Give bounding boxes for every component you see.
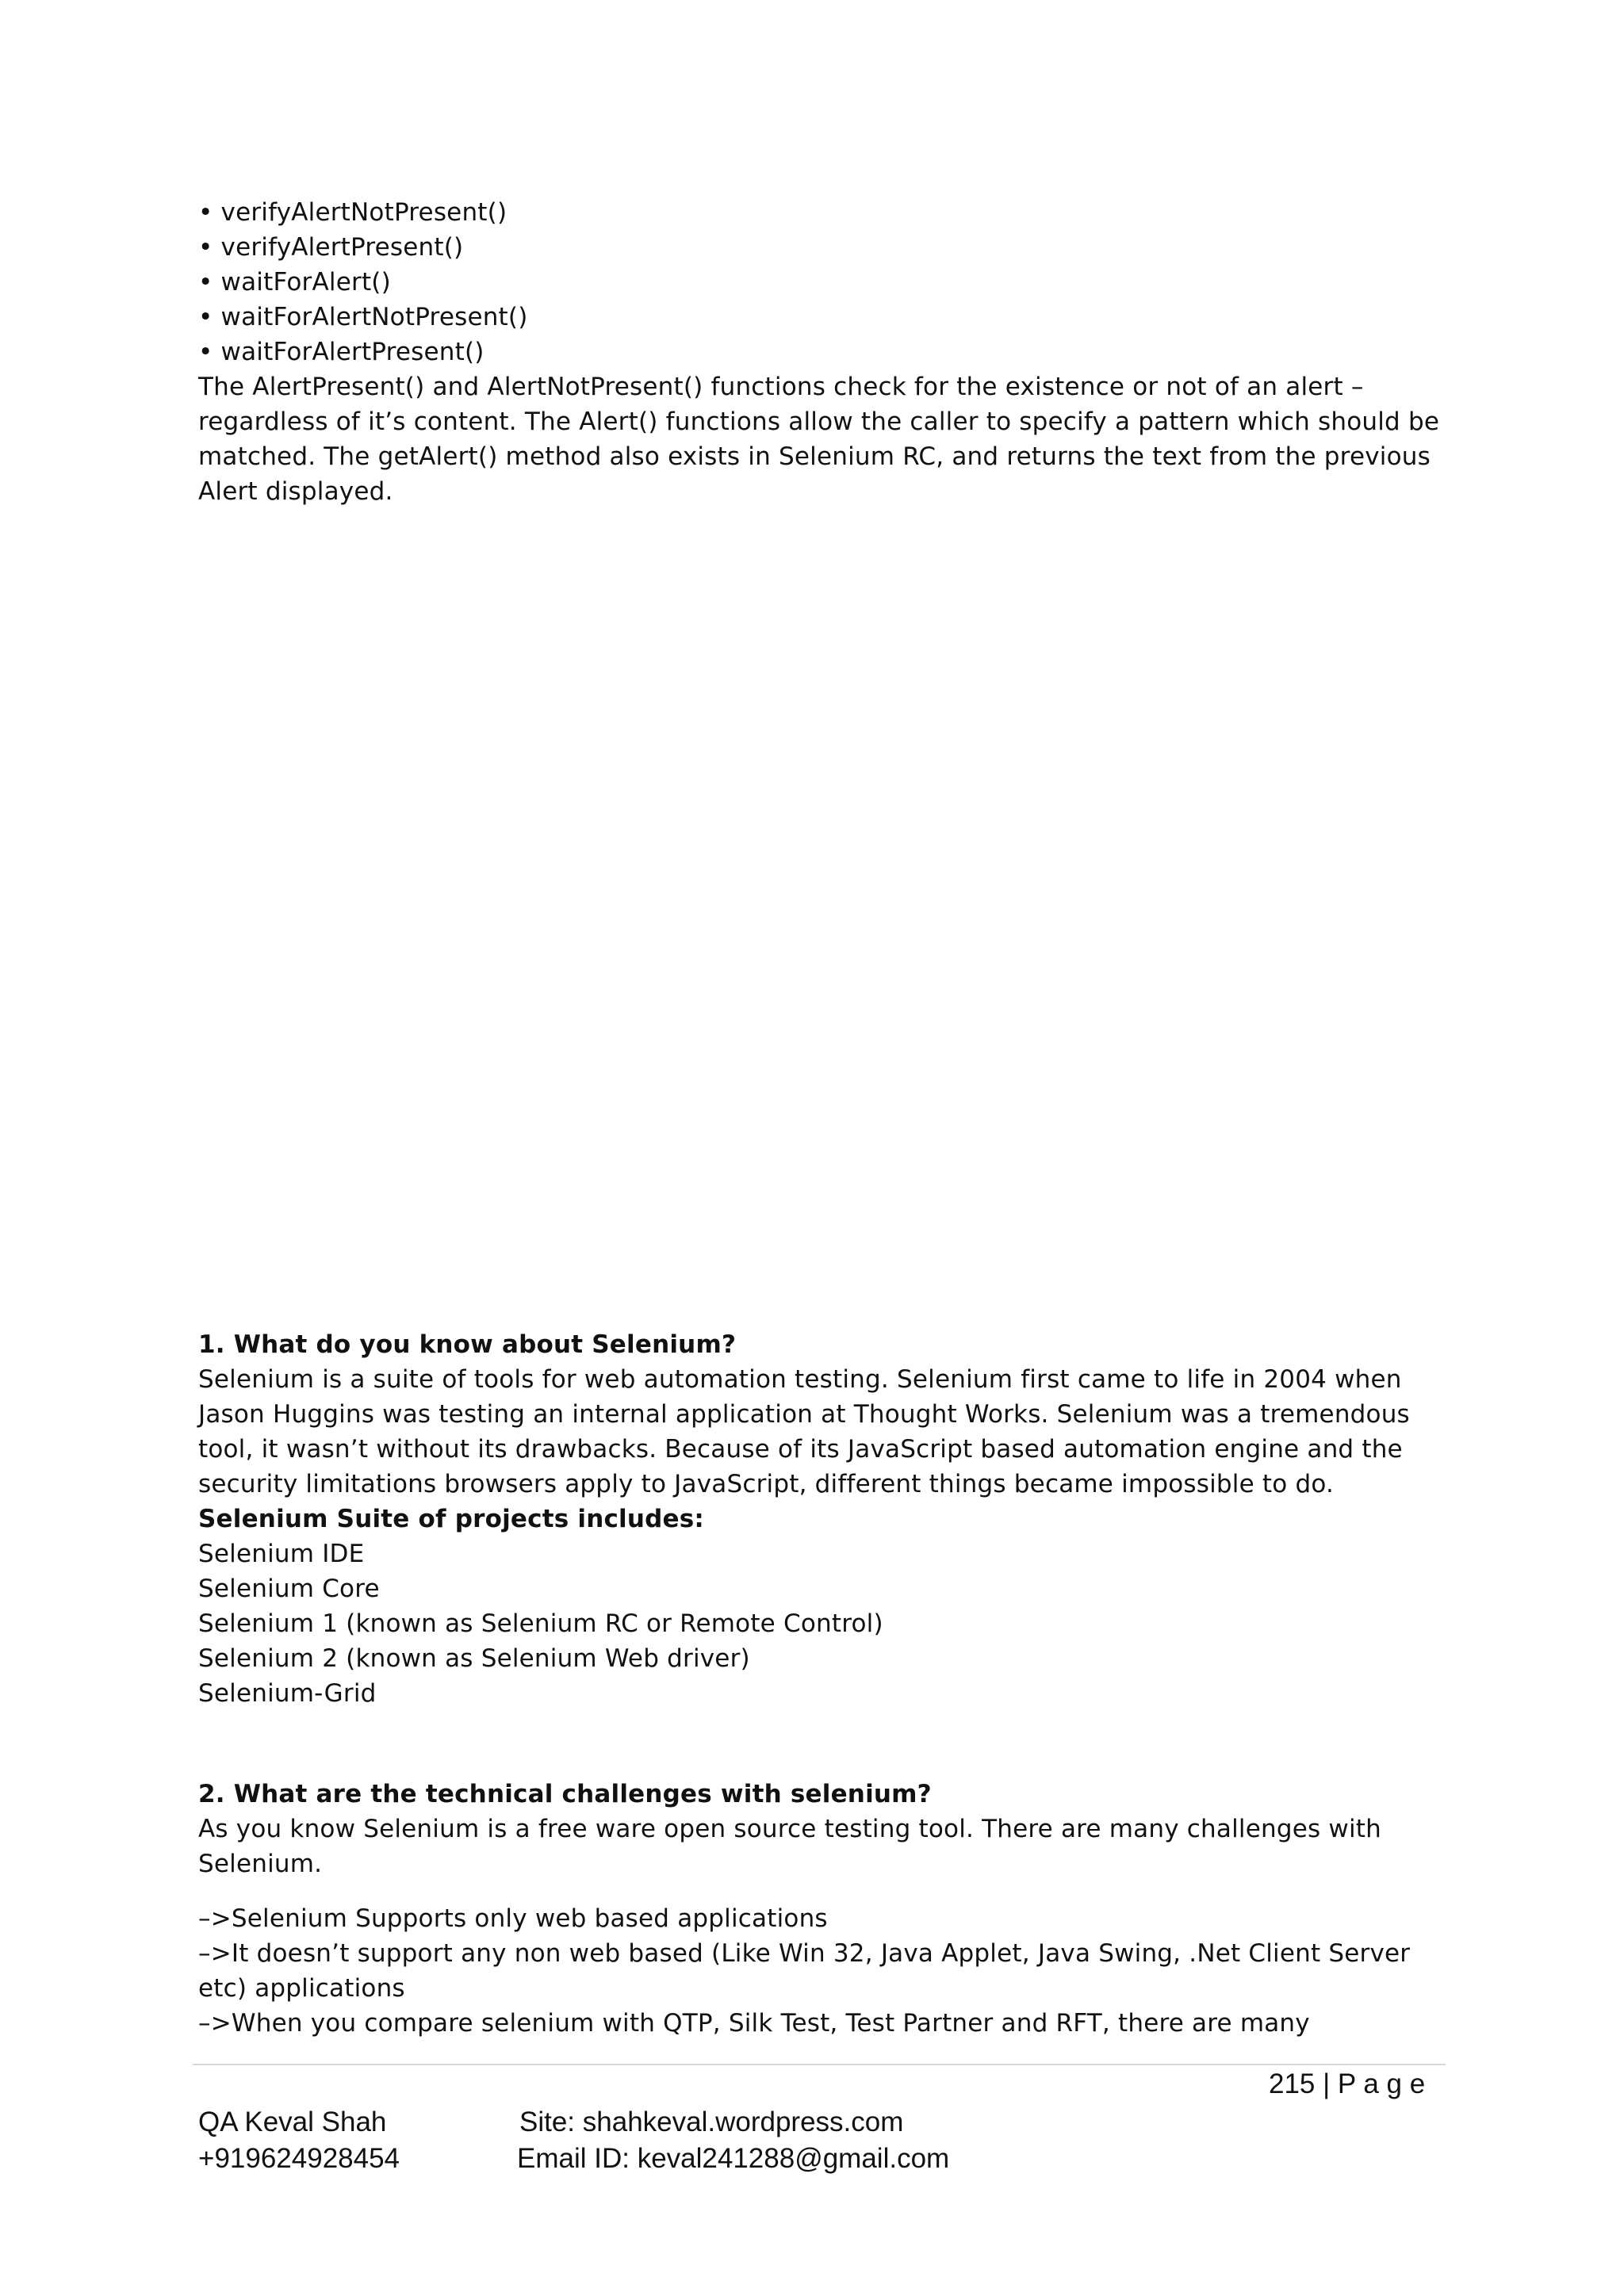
list-item: • waitForAlert() [198, 265, 1451, 300]
question-1-section [198, 1327, 1451, 1711]
answer-line: security limitations browsers apply to JavaScript, different things became impossible to do. [198, 1470, 1335, 1498]
list-item: –>When you compare selenium with QTP, Silk Test, Test Partner and RFT, there are many [198, 2009, 1310, 2038]
intro-line: Selenium. [198, 1850, 323, 1878]
question-2-heading: 2. What are the technical challenges with selenium? [198, 1780, 932, 1808]
suite-item: Selenium 2 (known as Selenium Web driver) [198, 1644, 750, 1673]
footer-divider [193, 2064, 1446, 2065]
author-name: QA Keval Shah [198, 2107, 387, 2137]
paragraph-line: The AlertPresent() and AlertNotPresent() functions check for the existence or not of an alert – [198, 373, 1364, 401]
site-text: Site: shahkeval.wordpress.com [519, 2107, 904, 2137]
list-item: –>Selenium Supports only web based applications [198, 1904, 828, 1933]
alert-functions-paragraph [198, 369, 1451, 509]
list-item: • verifyAlertPresent() [198, 230, 1451, 265]
suite-item: Selenium-Grid [198, 1679, 377, 1708]
suite-heading: Selenium Suite of projects includes: [198, 1505, 704, 1533]
answer-line: Jason Huggins was testing an internal application at Thought Works. Selenium was a tremendous [198, 1400, 1410, 1429]
paragraph-line: Alert displayed. [198, 477, 393, 506]
suite-item: Selenium IDE [198, 1540, 365, 1568]
alert-functions-section [198, 195, 1451, 509]
alert-functions-list [198, 195, 1451, 369]
question-1-heading: 1. What do you know about Selenium? [198, 1330, 737, 1359]
list-item: etc) applications [198, 1974, 405, 2003]
challenges-list [198, 1901, 1451, 2041]
list-item: • verifyAlertNotPresent() [198, 195, 1451, 230]
suite-item: Selenium Core [198, 1575, 380, 1603]
paragraph-line: regardless of it’s content. The Alert() functions allow the caller to specify a pattern which should be [198, 408, 1440, 436]
paragraph-line: matched. The getAlert() method also exists in Selenium RC, and returns the text from the previous [198, 442, 1431, 471]
answer-line: tool, it wasn’t without its drawbacks. Because of its JavaScript based automation engine and the [198, 1435, 1403, 1464]
email-text: Email ID: keval241288@gmail.com [517, 2143, 950, 2174]
page-number: 215 | P a g e [1269, 2068, 1426, 2099]
author-phone: +919624928454 [198, 2143, 400, 2174]
list-item: • waitForAlertPresent() [198, 335, 1451, 369]
list-item: –>It doesn’t support any non web based (Like Win 32, Java Applet, Java Swing, .Net Client Server [198, 1939, 1411, 1968]
suite-item: Selenium 1 (known as Selenium RC or Remote Control) [198, 1609, 883, 1638]
question-2-section [198, 1777, 1451, 1881]
answer-line: Selenium is a suite of tools for web automation testing. Selenium first came to life in 2004 when [198, 1365, 1402, 1394]
intro-line: As you know Selenium is a free ware open source testing tool. There are many challenges with [198, 1815, 1381, 1843]
list-item: • waitForAlertNotPresent() [198, 300, 1451, 335]
